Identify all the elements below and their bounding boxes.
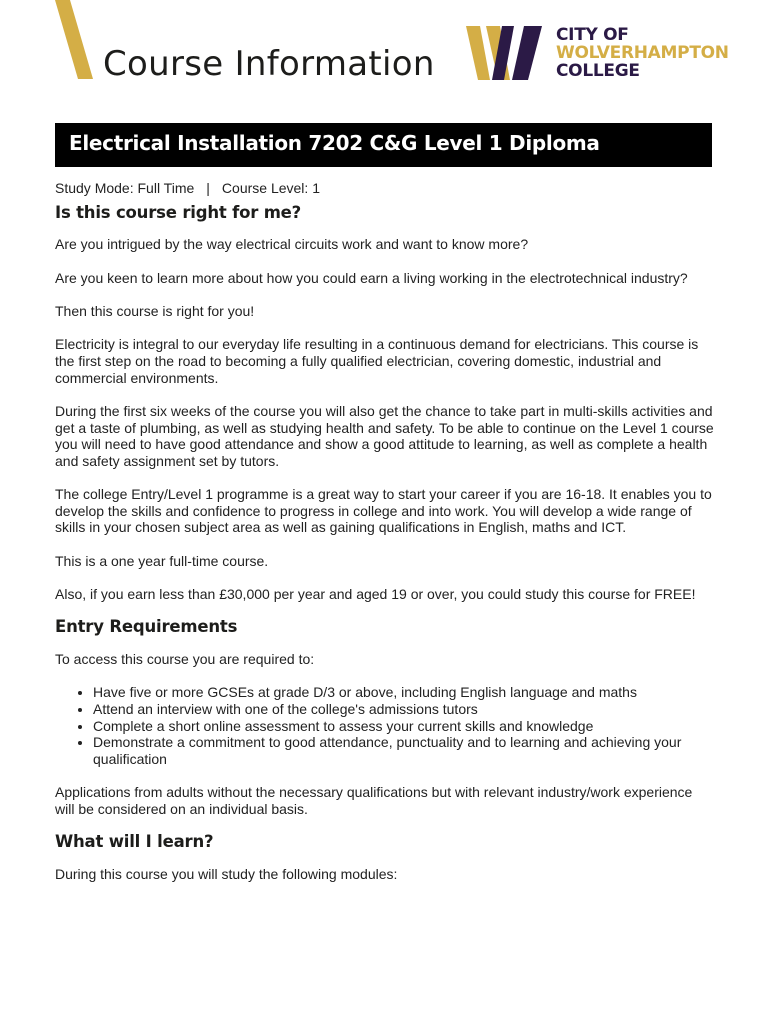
paragraph: Also, if you earn less than £30,000 per year and aged 19 or over, you could study this course for FREE! [55,586,696,603]
entry-requirements-list [55,684,715,767]
course-level: Course Level: 1 [221,180,320,196]
list-item: • Complete a short online assessment to assess your current skills and knowledge [93,718,715,735]
paragraph: During the first six weeks of the course you will also get the chance to take part in multi-skills activities and get a taste of plumbing, as well as studying health and safety. To be able to continue on the Level 1 course you will need to have good attendance and show a good attitude to learning, as well as complete a health and safety assignment set by tutors. [55,402,714,469]
college-logo-wordmark [556,26,729,80]
logo-line-2: WOLVERHAMPTON [556,43,729,63]
section-heading-what-will-i-learn: What will I learn? [55,832,214,852]
meta-separator: | [206,180,210,196]
paragraph: This is a one year full-time course. [55,552,269,569]
course-title: Electrical Installation 7202 C&G Level 1 Diploma [69,131,600,155]
section-heading-right-for-me: Is this course right for me? [55,202,302,222]
page-heading: Course Information [103,44,435,84]
paragraph: Are you keen to learn more about how you could earn a living working in the electrotechnical industry? [55,269,688,286]
section-heading-entry-requirements: Entry Requirements [55,617,238,637]
study-mode: Study Mode: Full Time [55,180,195,196]
logo-line-1: CITY OF [556,25,629,45]
list-item: • Demonstrate a commitment to good attendance, punctuality and to learning and achieving your qualification [93,734,715,767]
paragraph: Then this course is right for you! [55,302,255,319]
college-logo-w-icon [466,26,544,80]
course-content [55,180,715,899]
entry-note: Applications from adults without the necessary qualifications but with relevant industry/work experience will be considered on an individual basis. [55,784,693,817]
course-title-banner [55,123,712,167]
learn-intro: During this course you will study the following modules: [55,865,398,882]
list-item: • Attend an interview with one of the college's admissions tutors [93,701,715,718]
logo-line-3: COLLEGE [556,61,640,81]
course-meta [55,180,715,197]
paragraph: Are you intrigued by the way electrical circuits work and want to know more? [55,236,529,253]
entry-intro: To access this course you are required to: [55,651,315,668]
paragraph: Electricity is integral to our everyday life resulting in a continuous demand for electricians. This course is the first step on the road to becoming a fully qualified electrician, covering domestic, industrial and commercial environments. [55,336,699,386]
list-item: • Have five or more GCSEs at grade D/3 or above, including English language and maths [93,684,715,701]
paragraph: The college Entry/Level 1 programme is a great way to start your career if you are 16-18. It enables you to develop the skills and confidence to progress in college and into work. You will develop a wide range of skills in your chosen subject area as well as gaining qualifications in English, maths and ICT. [55,486,712,536]
